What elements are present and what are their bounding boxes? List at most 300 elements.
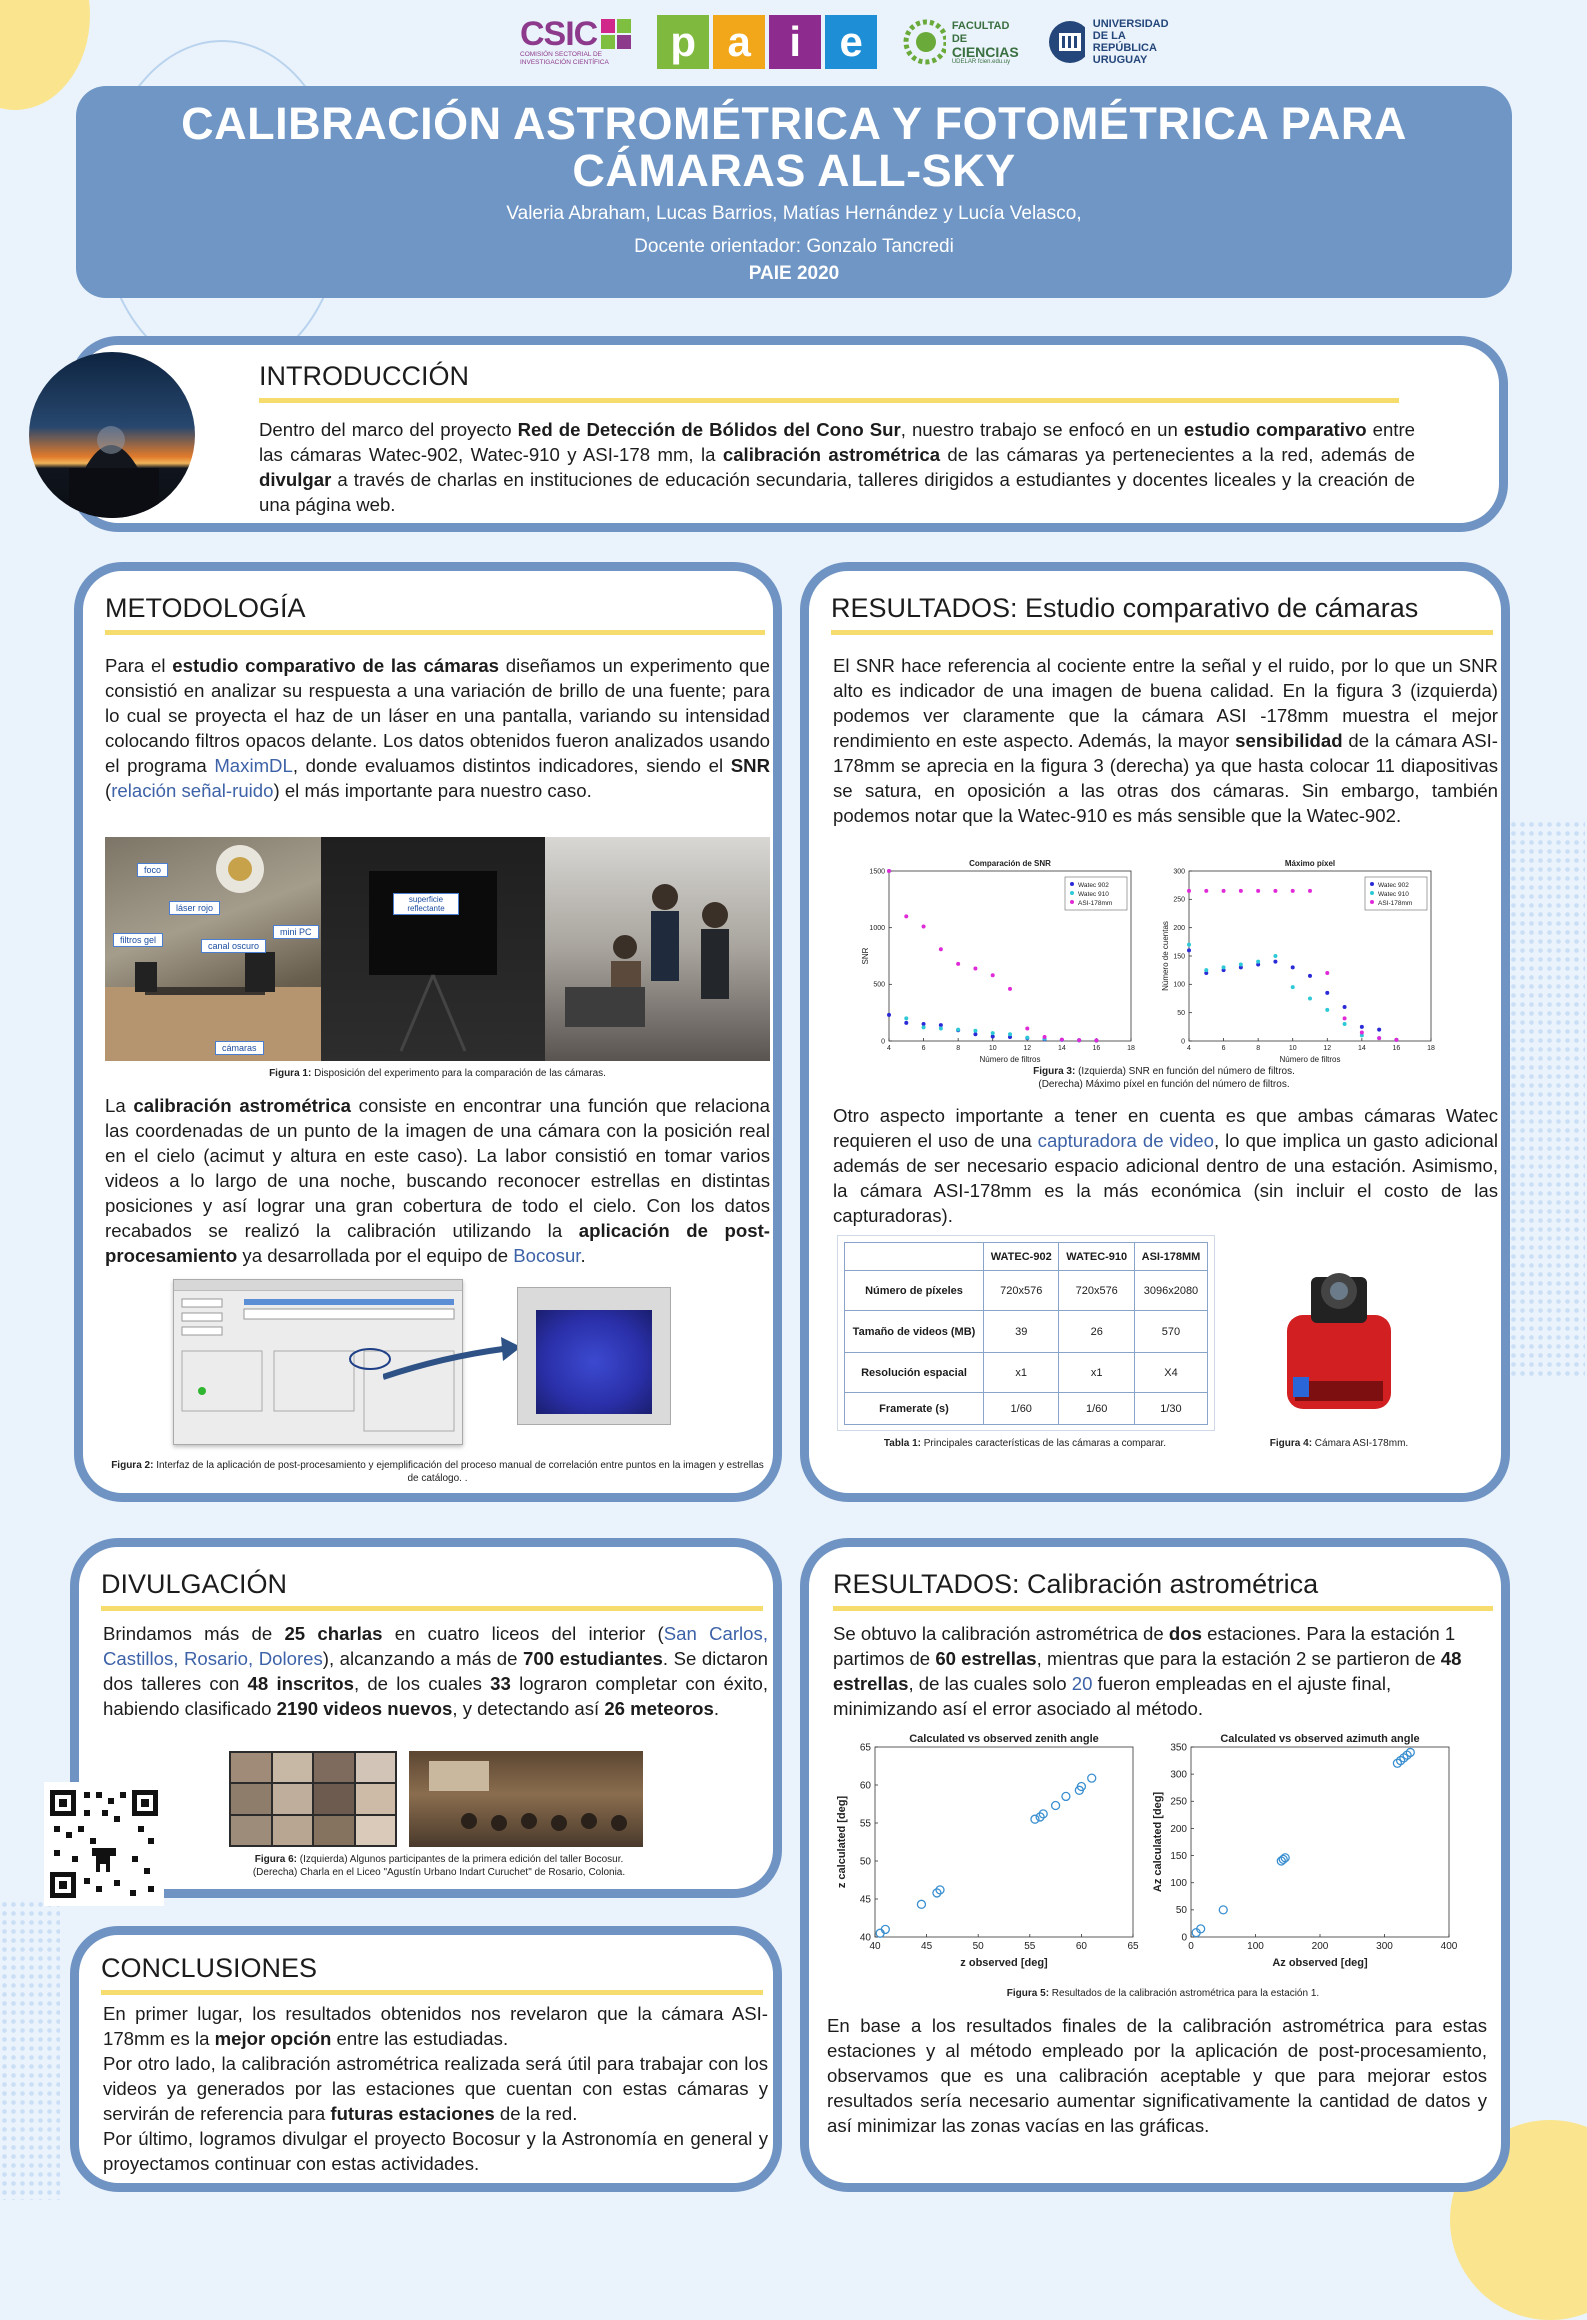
bocosur-link[interactable]: Bocosur	[513, 1245, 581, 1266]
legend-marker	[1370, 891, 1374, 895]
fig1-label: filtros gel	[113, 933, 163, 947]
met-t4: (	[105, 780, 112, 801]
y-axis-label: Az calculated [deg]	[1152, 1791, 1164, 1893]
data-point	[1187, 889, 1191, 893]
data-point	[1360, 1025, 1364, 1029]
met-b1: estudio comparativo de las cámaras	[172, 655, 499, 676]
data-point	[904, 1016, 908, 1020]
x-tick-label: 50	[972, 1941, 984, 1952]
capturadora-link[interactable]: capturadora de video	[1037, 1130, 1214, 1151]
table-header: ASI-178MM	[1134, 1243, 1207, 1271]
met2-b2: aplicación de post-procesamiento	[105, 1220, 770, 1266]
data-point	[1291, 889, 1295, 893]
fig1-photo-screen	[321, 837, 545, 1061]
y-tick-label: 0	[1181, 1038, 1185, 1046]
data-point	[1077, 1038, 1081, 1042]
x-tick-label: 10	[1288, 1045, 1297, 1052]
resultados-calibracion-panel	[800, 1538, 1510, 2192]
intro-photo-sunset-dome	[29, 352, 195, 518]
table-cell: 720x576	[1059, 1271, 1134, 1311]
data-point	[1273, 889, 1277, 893]
ur-line3: URUGUAY	[1092, 54, 1148, 66]
legend-label: ASI-178mm	[1078, 900, 1113, 907]
fig1-label: canal oscuro	[201, 939, 266, 953]
fig4-caption	[1239, 1437, 1439, 1450]
intro-t1: Dentro del marco del proyecto	[259, 419, 518, 440]
data-point	[1187, 948, 1191, 952]
intro-t4: de las cámaras ya pertenecientes a la red, además de	[940, 444, 1415, 465]
divulgacion-panel	[70, 1538, 782, 1898]
y-tick-label: 500	[873, 981, 885, 989]
decor-dots-left	[0, 1900, 60, 2200]
x-tick-label: 60	[1075, 1941, 1087, 1952]
event-label: PAIE 2020	[748, 263, 840, 284]
x-tick-label: 12	[1023, 1045, 1032, 1052]
x-tick-label: 100	[1247, 1941, 1264, 1952]
met2-t3: ya desarrollada por el equipo de	[237, 1245, 514, 1266]
fc-sub: UDELAR fcien.edu.uy	[951, 58, 1011, 65]
y-tick-label: 150	[1173, 953, 1185, 961]
div-t6: lograron completar con éxito, habiendo clasificado	[103, 1673, 768, 1719]
res1-d1: Otro aspecto importante a tener en cuenta es que ambas cámaras Watec requieren el uso de una	[833, 1105, 1498, 1151]
divulgacion-title: DIVULGACIÓN	[101, 1569, 763, 1611]
poster-header	[76, 86, 1512, 298]
y-tick-label: 55	[859, 1818, 871, 1830]
intro-b3: calibración astrométrica	[722, 444, 941, 465]
fc-line2: CIENCIAS	[951, 43, 1019, 60]
data-point	[1325, 971, 1329, 975]
decor-yellow-blob-top-left	[0, 0, 90, 110]
x-tick-label: 18	[1427, 1045, 1435, 1052]
table-header	[845, 1243, 984, 1271]
fig1-label: foco	[137, 863, 168, 877]
data-point	[1239, 963, 1243, 967]
data-point	[1343, 1005, 1347, 1009]
con-b1: mejor opción	[214, 2028, 332, 2049]
data-point	[1343, 1016, 1347, 1020]
chart-title: Calculated vs observed zenith angle	[909, 1733, 1099, 1745]
div-b1: 25 charlas	[284, 1623, 383, 1644]
div-t3: ), alcanzando a más de	[322, 1648, 524, 1669]
y-tick-label: 300	[1173, 868, 1185, 876]
data-point	[1394, 1038, 1398, 1042]
fig2-sky-image-window	[517, 1287, 671, 1425]
x-tick-label: 6	[1221, 1045, 1226, 1052]
data-point	[1187, 943, 1191, 947]
res2-link-20: 20	[1071, 1673, 1093, 1694]
con-t5: Por último, logramos divulgar el proyecto Bocosur y la Astronomía en general y proyectamos continuar con estas actividades.	[103, 2128, 768, 2174]
data-point	[887, 1013, 891, 1017]
data-point	[1008, 987, 1012, 991]
div-t5: , de los cuales	[353, 1673, 491, 1694]
res2-t5: fueron empleadas en el ajuste final, minimizando así el error asociado al método.	[833, 1673, 1392, 1719]
con-b2: futuras estaciones	[330, 2103, 495, 2124]
csic-sub1: COMISIÓN SECTORIAL DE	[520, 51, 602, 58]
data-point	[1204, 889, 1208, 893]
fig6-caption-2: (Derecha) Charla en el Liceo "Agustín Urbano Indart Curuchet" de Rosario, Colonia.	[252, 1867, 626, 1878]
fig2-caption-label: Figura 2:	[111, 1460, 154, 1471]
metodologia-panel	[74, 562, 782, 1502]
res1-t2: de la cámara ASI-178mm se aprecia en la figura 3 (derecha) ya que hasta colocar 11 diapositivas se satura, en oposición a las otras dos cámaras. Sin embargo, también podemos notar que la Watec-910 es más sensible que la Watec-902.	[833, 730, 1498, 826]
table-cell: 26	[1059, 1311, 1134, 1353]
y-tick-label: 60	[859, 1780, 871, 1792]
data-point	[1256, 889, 1260, 893]
intro-b4: divulgar	[259, 469, 332, 490]
udelar-shield-icon	[1048, 19, 1085, 65]
metodologia-text-2	[105, 1093, 770, 1268]
people-icon	[545, 837, 770, 1061]
plot-area	[1191, 1747, 1449, 1937]
x-tick-label: 0	[1188, 1941, 1194, 1952]
fig1-caption-label: Figura 1:	[269, 1068, 312, 1079]
fig6-caption-1: (Izquierda) Algunos participantes de la primera edición del taller Bocosur.	[296, 1854, 624, 1865]
resultados-calibracion-title: RESULTADOS: Calibración astrométrica	[833, 1569, 1493, 1611]
fig3-caption-label: Figura 3:	[1033, 1066, 1076, 1077]
res2-b1: dos	[1168, 1623, 1202, 1644]
con-t1: En primer lugar, los resultados obtenidos nos revelaron que la cámara ASI-178mm es la	[103, 2003, 768, 2049]
dome-silhouette-icon	[29, 352, 195, 518]
y-tick-label: 45	[859, 1894, 871, 1906]
data-point	[922, 1025, 926, 1029]
legend-marker	[1070, 882, 1074, 886]
data-point	[1222, 965, 1226, 969]
fig6-caption-label: Figura 6:	[254, 1854, 297, 1865]
intro-t2: , nuestro trabajo se enfocó en un	[900, 419, 1184, 440]
con-t3: Por otro lado, la calibración astrométrica realizada será útil para trabajar con los videos ya generados por las estaciones que cuentan con estas cámaras y servirán de referencia para	[103, 2053, 768, 2124]
data-point	[1094, 1038, 1098, 1042]
table-cell: 570	[1134, 1311, 1207, 1353]
x-axis-label: Número de filtros	[979, 1055, 1041, 1064]
data-point	[1291, 965, 1295, 969]
data-point	[939, 947, 943, 951]
legend-marker	[1070, 891, 1074, 895]
x-tick-label: 14	[1057, 1045, 1066, 1052]
data-point	[973, 1029, 977, 1033]
data-point	[1343, 1022, 1347, 1026]
fig3-caption	[869, 1065, 1459, 1091]
resultados-camaras-title: RESULTADOS: Estudio comparativo de cámaras	[831, 593, 1493, 635]
resultados-calibracion-text-2: En base a los resultados finales de la calibración astrométrica para estas estaciones y al método empleado por la aplicación de post-procesamiento, observamos que es una calibración aceptable y que para mejorar estos resultados sería necesario aumentar significativamente la cantidad de datos y así minimizar las zonas vacías en las gráficas.	[827, 2015, 1487, 2136]
metodologia-text-1	[105, 653, 770, 803]
table-header: WATEC-902	[984, 1243, 1059, 1271]
table-cell: Framerate (s)	[845, 1393, 984, 1425]
table1-caption-text: Principales características de las cámaras a comparar.	[920, 1438, 1167, 1449]
fig1-caption-text: Disposición del experimento para la comparación de las cámaras.	[311, 1068, 606, 1079]
chart-title: Máximo píxel	[1284, 859, 1336, 868]
x-tick-label: 8	[956, 1045, 961, 1052]
legend-marker	[1070, 900, 1074, 904]
y-tick-label: 65	[859, 1742, 871, 1754]
y-tick-label: 200	[1173, 925, 1185, 932]
table-header: WATEC-910	[1059, 1243, 1134, 1271]
y-tick-label: 1500	[869, 868, 885, 876]
fig1-photo-lab-setup	[105, 837, 321, 1061]
legend-marker	[1370, 882, 1374, 886]
resultados-camaras-panel	[800, 562, 1510, 1502]
legend-label: Watec 902	[1378, 882, 1409, 889]
camera-specs-table	[844, 1242, 1208, 1425]
table-cell: Número de píxeles	[845, 1271, 984, 1311]
x-axis-label: Número de filtros	[1279, 1055, 1341, 1064]
fig2-arrow-icon	[383, 1327, 523, 1397]
y-tick-label: 250	[1173, 896, 1185, 904]
data-point	[1239, 889, 1243, 893]
con-t4: de la red.	[494, 2103, 578, 2124]
data-point	[1273, 954, 1277, 958]
intro-text	[259, 417, 1415, 517]
ur-line1: UNIVERSIDAD	[1092, 18, 1169, 30]
qr-code-icon	[44, 1782, 164, 1906]
x-tick-label: 14	[1357, 1045, 1366, 1052]
table-row	[845, 1271, 1208, 1311]
y-axis-label: Número de cuentas	[1161, 921, 1170, 991]
table-cell: x1	[1059, 1353, 1134, 1393]
fig3-caption-1: (Izquierda) SNR en función del número de filtros.	[1075, 1066, 1295, 1077]
y-tick-label: 0	[881, 1038, 885, 1046]
table-row	[845, 1353, 1208, 1393]
data-point	[973, 966, 977, 970]
paie-letter: i	[769, 15, 821, 69]
div-t8: .	[713, 1698, 720, 1719]
table-cell: X4	[1134, 1353, 1207, 1393]
x-tick-label: 10	[988, 1045, 997, 1052]
div-b4: 33	[490, 1673, 511, 1694]
data-point	[1273, 960, 1277, 964]
x-tick-label: 45	[921, 1941, 933, 1952]
paie-logo	[657, 15, 877, 69]
chart-title: Comparación de SNR	[969, 859, 1051, 868]
conclusiones-text	[103, 2001, 768, 2176]
conclusiones-panel	[70, 1926, 782, 2192]
y-tick-label: 50	[1175, 1905, 1187, 1917]
x-axis-label: Az observed [deg]	[1272, 1957, 1368, 1969]
y-axis-label: z calculated [deg]	[836, 1795, 848, 1889]
sunflower-icon	[903, 19, 946, 65]
fig2-caption	[105, 1459, 770, 1485]
data-point	[1043, 1035, 1047, 1039]
data-point	[904, 914, 908, 918]
table-row	[845, 1393, 1208, 1425]
data-point	[1008, 1032, 1012, 1036]
met-t1: Para el	[105, 655, 173, 676]
fig1-label: cámaras	[215, 1041, 264, 1055]
x-tick-label: 16	[1392, 1045, 1401, 1052]
fig1-label-surface: superficie reflectante	[393, 893, 459, 915]
title-line-2: CÁMARAS ALL-SKY	[572, 145, 1016, 196]
table-cell: 720x576	[984, 1271, 1059, 1311]
paie-letter: p	[657, 15, 709, 69]
data-point	[1325, 991, 1329, 995]
fig1-photo-team	[545, 837, 770, 1061]
x-tick-label: 400	[1440, 1941, 1458, 1952]
poster-title	[76, 100, 1512, 194]
x-tick-label: 16	[1092, 1045, 1101, 1052]
res1-t1: El SNR hace referencia al cociente entre la señal y el ruido, por lo que un SNR alto es indicador de una imagen de buena calidad. En la figura 3 (izquierda) podemos ver claramente que la cámara ASI -178mm muestra el mejor rendimiento en este aspecto. Además, la mayor	[833, 655, 1498, 751]
x-tick-label: 300	[1376, 1941, 1393, 1952]
table-cell: 3096x2080	[1134, 1271, 1207, 1311]
y-tick-label: 40	[859, 1932, 871, 1944]
y-tick-label: 200	[1170, 1823, 1187, 1835]
table-cell: 39	[984, 1311, 1059, 1353]
advisor: Docente orientador: Gonzalo Tancredi	[634, 236, 954, 257]
data-point	[1308, 974, 1312, 978]
udelar-logo	[1048, 18, 1176, 66]
met-t5: ) el más importante para nuestro caso.	[273, 780, 592, 801]
data-point	[939, 1027, 943, 1031]
div-b6: 26 meteoros	[604, 1698, 714, 1719]
y-tick-label: 100	[1170, 1878, 1187, 1890]
data-point	[1222, 889, 1226, 893]
divulgacion-text	[103, 1621, 768, 1721]
data-point	[991, 973, 995, 977]
intro-panel	[70, 336, 1508, 532]
intro-b1: Red de Detección de Bólidos del Cono Sur	[517, 419, 901, 440]
fig1-label: láser rojo	[169, 901, 220, 915]
table-cell: Tamaño de videos (MB)	[845, 1311, 984, 1353]
csic-logo-text: CSIC	[520, 15, 598, 53]
met-t3: , donde evaluamos distintos indicadores, siendo el	[292, 755, 731, 776]
resultados-calibracion-text-1	[833, 1621, 1498, 1721]
data-point	[1256, 960, 1260, 964]
met-t2: diseñamos un experimento que consistió en analizar su respuesta a una variación de brillo de una fuente; para lo cual se proyecta el haz de un láser en una pantalla, variando su intensidad colocando filtros opacos delante. Los datos obtenidos fueron analizados usando el programa	[105, 655, 770, 776]
res1-b1: sensibilidad	[1235, 730, 1343, 751]
max-pixel-chart	[1159, 855, 1439, 1065]
div-b5: 2190 videos nuevos	[276, 1698, 453, 1719]
logos-bar	[520, 12, 1169, 72]
y-tick-label: 50	[1177, 1010, 1185, 1017]
data-point	[1377, 1028, 1381, 1032]
x-tick-label: 4	[1187, 1045, 1191, 1052]
y-tick-label: 1000	[869, 925, 885, 932]
x-tick-label: 6	[921, 1045, 926, 1052]
fig3-caption-2: (Derecha) Máximo píxel en función del número de filtros.	[1038, 1079, 1290, 1090]
metodologia-title: METODOLOGÍA	[105, 593, 765, 635]
data-point	[1291, 985, 1295, 989]
title-line-1: CALIBRACIÓN ASTROMÉTRICA Y FOTOMÉTRICA PARA	[181, 98, 1407, 149]
snr-link[interactable]: relación señal-ruido	[111, 780, 274, 801]
y-tick-label: 0	[1181, 1932, 1187, 1944]
div-t1: Brindamos más de	[103, 1623, 285, 1644]
data-point	[922, 925, 926, 929]
y-tick-label: 150	[1170, 1850, 1187, 1862]
fig5-caption	[833, 1987, 1493, 2000]
table-cell: 1/60	[984, 1393, 1059, 1425]
table-cell: Resolución espacial	[845, 1353, 984, 1393]
asi178-camera-photo	[1259, 1261, 1419, 1421]
legend-label: Watec 910	[1378, 891, 1409, 898]
qr-code[interactable]	[44, 1782, 164, 1906]
fig2-caption-text: Interfaz de la aplicación de post-procesamiento y ejemplificación del proceso manual de correlación entre puntos en la imagen y estrellas de catálogo. .	[153, 1460, 764, 1484]
liceos-link[interactable]: San Carlos, Castillos, Rosario, Dolores	[103, 1623, 768, 1669]
data-point	[1308, 997, 1312, 1001]
y-axis-label: SNR	[861, 947, 870, 965]
maximdl-link[interactable]: MaximDL	[214, 755, 293, 776]
fc-line1: FACULTAD DE	[951, 19, 1010, 45]
data-point	[939, 1023, 943, 1027]
resultados-camaras-text-1	[833, 653, 1498, 828]
table-cell: x1	[984, 1353, 1059, 1393]
camera-specs-table-box	[837, 1235, 1215, 1431]
resultados-camaras-text-2	[833, 1103, 1498, 1228]
csic-sub2: INVESTIGACIÓN CIENTÍFICA	[520, 59, 609, 66]
met2-t1: La	[105, 1095, 134, 1116]
facultad-ciencias-logo	[903, 19, 1022, 65]
met2-t4: .	[580, 1245, 586, 1266]
fig5-caption-text: Resultados de la calibración astrométrica para la estación 1.	[1049, 1988, 1320, 1999]
x-tick-label: 12	[1323, 1045, 1332, 1052]
fig6-caption	[179, 1853, 699, 1879]
x-tick-label: 55	[1024, 1941, 1036, 1952]
met2-t2: consiste en encontrar una función que relaciona las coordenadas de un punto de la imagen de una cámara con la posición real en el cielo (acimut y altura en este caso). La labor consistió en tomar varios videos a lo largo de una noche, buscando reconocer estrellas en distintas posiciones y así lograr una gran cobertura de todo el cielo. Con los datos recabados se realizó la calibración utilizando la	[105, 1095, 770, 1241]
chart-title: Calculated vs observed azimuth angle	[1220, 1733, 1420, 1745]
fig4-caption-label: Figura 4:	[1269, 1438, 1313, 1449]
paie-letter: e	[825, 15, 877, 69]
x-tick-label: 4	[887, 1045, 891, 1052]
legend-label: Watec 902	[1078, 882, 1109, 889]
table1-caption-label: Tabla 1:	[883, 1438, 921, 1449]
fig5-caption-label: Figura 5:	[1006, 1988, 1050, 1999]
x-tick-label: 200	[1311, 1941, 1329, 1952]
fig1-caption	[105, 1067, 770, 1080]
table1-caption	[837, 1437, 1213, 1450]
intro-title: INTRODUCCIÓN	[259, 361, 1399, 403]
data-point	[1025, 1027, 1029, 1031]
met2-b1: calibración astrométrica	[133, 1095, 351, 1116]
res2-b3: 48 estrellas	[833, 1648, 1462, 1694]
fig1-label: mini PC	[273, 925, 319, 939]
intro-b2: estudio comparativo	[1183, 419, 1367, 440]
intro-t3: entre las cámaras Watec-902, Watec-910 y ASI-178 mm, la	[259, 419, 1416, 465]
data-point	[1308, 889, 1312, 893]
data-point	[904, 1021, 908, 1025]
data-point	[991, 1031, 995, 1035]
res2-t3: , mientras que para la estación 2 se partieron de	[1036, 1648, 1441, 1669]
data-point	[887, 869, 891, 873]
data-point	[1025, 1036, 1029, 1040]
x-tick-label: 65	[1127, 1941, 1139, 1952]
authors: Valeria Abraham, Lucas Barrios, Matías Hernández y Lucía Velasco,	[506, 203, 1082, 224]
met-b2: SNR	[730, 755, 770, 776]
x-tick-label: 18	[1127, 1045, 1135, 1052]
camera-icon	[1259, 1261, 1419, 1421]
res1-d2: , lo que implica un gasto adicional además de ser necesario espacio adicional dentro de una estación. Asimismo, la cámara ASI-178mm es la más económica (sin incluir el costo de las capturadoras).	[833, 1130, 1498, 1226]
y-tick-label: 100	[1173, 981, 1185, 989]
x-tick-label: 40	[869, 1941, 881, 1952]
fig4-caption-text: Cámara ASI-178mm.	[1312, 1438, 1409, 1449]
data-point	[956, 1028, 960, 1032]
csic-squares-icon	[601, 19, 631, 49]
data-point	[1377, 1036, 1381, 1040]
div-t4: . Se dictaron dos talleres con	[103, 1648, 768, 1694]
zenith-chart	[833, 1729, 1143, 1969]
fig6-photo-video-call	[229, 1751, 397, 1847]
y-tick-label: 250	[1170, 1796, 1187, 1808]
y-tick-label: 50	[859, 1856, 871, 1868]
legend-label: ASI-178mm	[1378, 900, 1413, 907]
figure-1	[105, 837, 770, 1061]
ur-line2: DE LA REPÚBLICA	[1092, 30, 1157, 54]
data-point	[1204, 968, 1208, 972]
res2-b2: 60 estrellas	[935, 1648, 1037, 1669]
screen-tripod-icon	[321, 837, 545, 1061]
y-tick-label: 300	[1170, 1769, 1187, 1781]
audience-icon	[409, 1751, 643, 1847]
res2-t4: , de las cuales solo	[908, 1673, 1072, 1694]
res2-t2: estaciones. Para la estación 1 partimos de	[833, 1623, 1456, 1669]
decor-dots-right	[1500, 820, 1585, 1380]
csic-logo	[520, 17, 631, 67]
y-tick-label: 350	[1170, 1742, 1187, 1754]
